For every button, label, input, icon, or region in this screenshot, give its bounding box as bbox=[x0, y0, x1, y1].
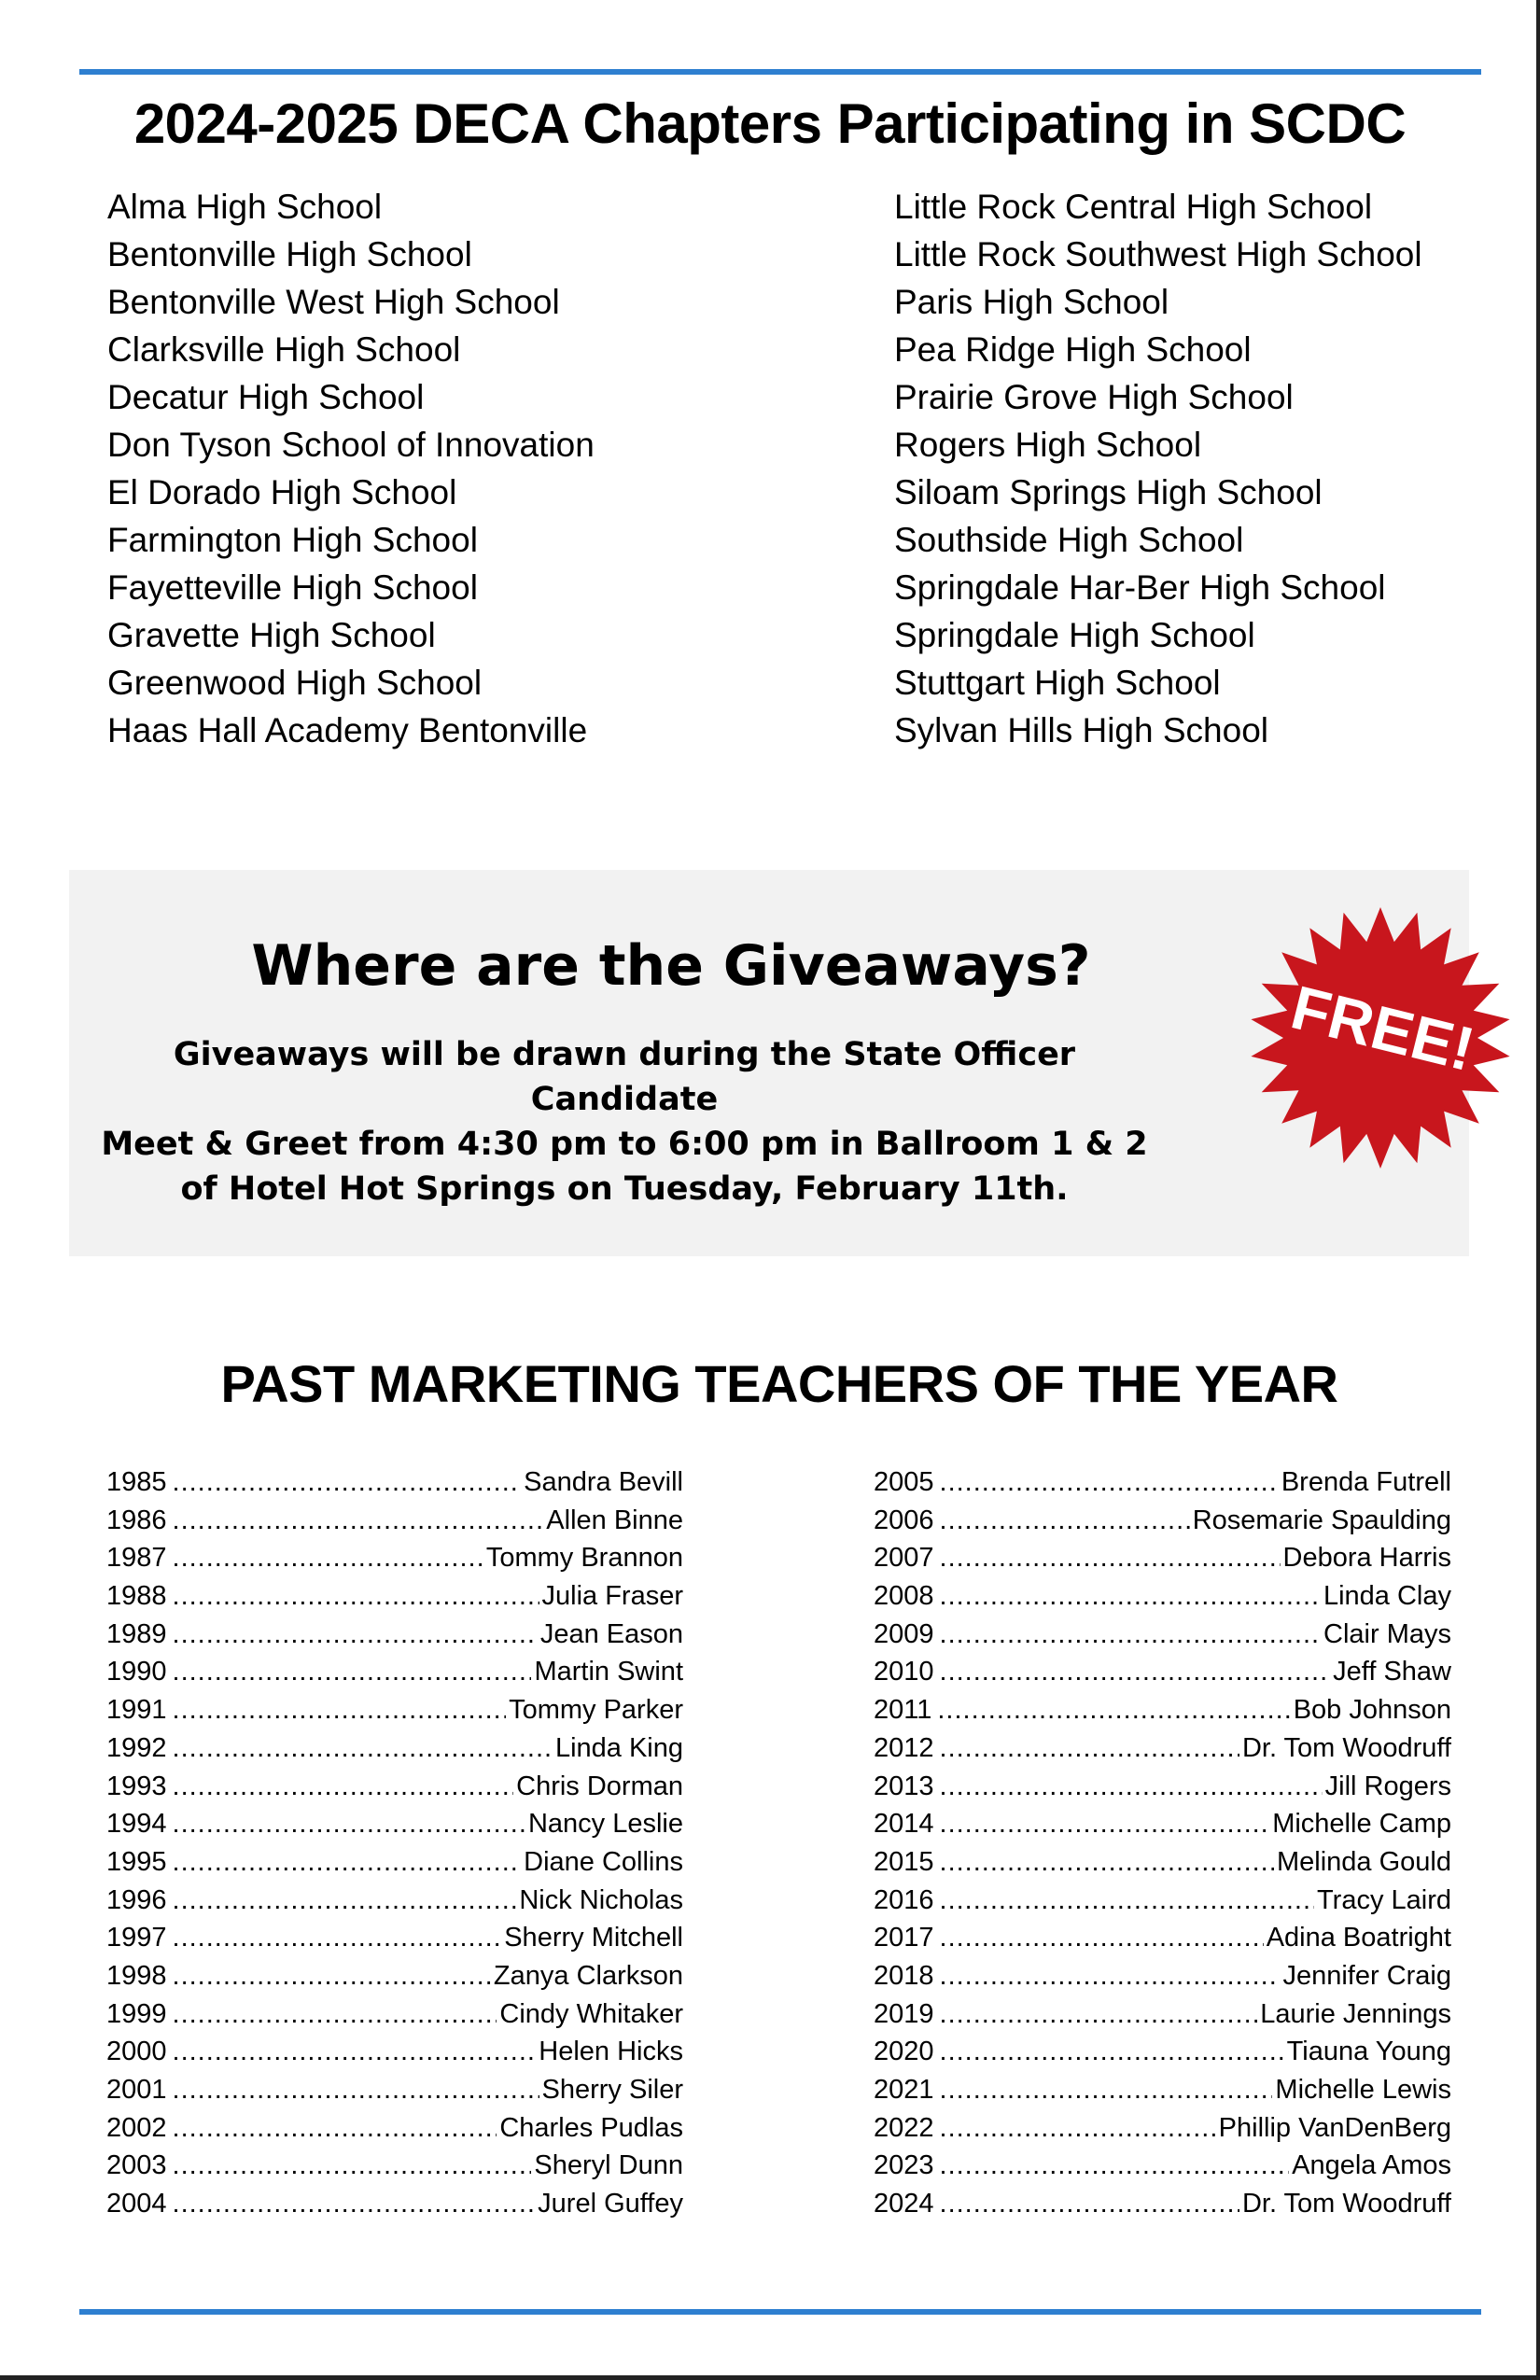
teacher-row bbox=[106, 1616, 683, 1654]
teacher-name: Charles Pudlas bbox=[499, 2112, 683, 2143]
chapter-item: Little Rock Southwest High School bbox=[894, 235, 1422, 273]
teacher-row bbox=[106, 2109, 683, 2148]
teacher-name: Martin Swint bbox=[534, 1657, 683, 1687]
chapter-item: Fayetteville High School bbox=[107, 568, 478, 607]
chapter-item: Southside High School bbox=[894, 521, 1244, 559]
page-edge-right bbox=[1536, 0, 1540, 2380]
teacher-year: 2013 bbox=[874, 1771, 934, 1801]
dot-leader bbox=[940, 2071, 1273, 2109]
teacher-year: 1993 bbox=[106, 1771, 167, 1801]
teacher-year: 2016 bbox=[874, 1884, 934, 1915]
teachers-list-left bbox=[106, 1463, 683, 2223]
chapters-title: 2024-2025 DECA Chapters Participating in SCDC bbox=[133, 92, 1407, 155]
dot-leader bbox=[173, 1995, 497, 2034]
teacher-year: 1988 bbox=[106, 1581, 167, 1612]
chapters-list-right bbox=[894, 183, 1422, 754]
dot-leader bbox=[940, 1729, 1239, 1768]
dot-leader bbox=[940, 1502, 1190, 1540]
chapter-item: Springdale High School bbox=[894, 616, 1255, 654]
dot-leader bbox=[173, 1768, 514, 1806]
dot-leader bbox=[940, 1463, 1279, 1502]
teacher-year: 1985 bbox=[106, 1467, 167, 1497]
teacher-year: 1990 bbox=[106, 1657, 167, 1687]
teacher-year: 1986 bbox=[106, 1505, 167, 1535]
chapter-item: Siloam Springs High School bbox=[894, 473, 1323, 511]
teacher-row bbox=[106, 2147, 683, 2185]
teacher-row bbox=[874, 1843, 1451, 1882]
bottom-divider bbox=[79, 2309, 1481, 2315]
teacher-year: 2009 bbox=[874, 1618, 934, 1649]
teacher-year: 2023 bbox=[874, 2150, 934, 2181]
dot-leader bbox=[173, 1539, 483, 1577]
dot-leader bbox=[173, 1691, 507, 1729]
dot-leader bbox=[173, 1502, 544, 1540]
teacher-year: 2014 bbox=[874, 1809, 934, 1840]
teacher-row bbox=[106, 1463, 683, 1502]
dot-leader bbox=[940, 2109, 1216, 2148]
teacher-year: 2011 bbox=[874, 1695, 932, 1726]
teacher-row bbox=[874, 1653, 1451, 1691]
teacher-name: Jeff Shaw bbox=[1333, 1657, 1451, 1687]
chapter-item: Gravette High School bbox=[107, 616, 436, 654]
teacher-name: Diane Collins bbox=[524, 1846, 683, 1877]
chapter-item: Sylvan Hills High School bbox=[894, 711, 1269, 749]
teacher-name: Phillip VanDenBerg bbox=[1218, 2112, 1451, 2143]
teacher-year: 2017 bbox=[874, 1923, 934, 1953]
page-edge-bottom bbox=[0, 2375, 1540, 2380]
teacher-year: 2012 bbox=[874, 1732, 934, 1763]
dot-leader bbox=[940, 1805, 1270, 1843]
giveaway-title: Where are the Giveaways? bbox=[251, 933, 1091, 999]
teacher-name: Julia Fraser bbox=[541, 1581, 683, 1612]
teacher-name: Helen Hicks bbox=[539, 2037, 683, 2067]
teacher-row bbox=[874, 1768, 1451, 1806]
chapter-item: Don Tyson School of Innovation bbox=[107, 426, 595, 464]
teacher-name: Linda King bbox=[554, 1732, 683, 1763]
teacher-year: 2006 bbox=[874, 1505, 934, 1535]
teacher-row bbox=[874, 1577, 1451, 1616]
teacher-year: 1996 bbox=[106, 1884, 167, 1915]
dot-leader bbox=[173, 2071, 539, 2109]
teacher-name: Dr. Tom Woodruff bbox=[1241, 2189, 1451, 2219]
dot-leader bbox=[940, 1768, 1323, 1806]
chapter-item: Bentonville West High School bbox=[107, 283, 560, 321]
giveaway-text bbox=[78, 1032, 1170, 1211]
teacher-name: Laurie Jennings bbox=[1260, 1998, 1451, 2029]
chapter-item: El Dorado High School bbox=[107, 473, 457, 511]
teacher-year: 2003 bbox=[106, 2150, 167, 2181]
teacher-row bbox=[874, 1463, 1451, 1502]
teacher-year: 1995 bbox=[106, 1846, 167, 1877]
dot-leader bbox=[940, 1653, 1331, 1691]
teacher-year: 2020 bbox=[874, 2037, 934, 2067]
dot-leader bbox=[940, 1616, 1322, 1654]
teacher-name: Angela Amos bbox=[1292, 2150, 1451, 2181]
teacher-row bbox=[106, 1691, 683, 1729]
teacher-year: 2018 bbox=[874, 1960, 934, 1991]
teacher-name: Chris Dorman bbox=[516, 1771, 683, 1801]
teachers-list-right bbox=[874, 1463, 1451, 2223]
teacher-name: Michelle Camp bbox=[1272, 1809, 1451, 1840]
teacher-row bbox=[874, 1502, 1451, 1540]
teacher-row bbox=[874, 2033, 1451, 2071]
dot-leader bbox=[173, 1463, 522, 1502]
dot-leader bbox=[173, 2109, 497, 2148]
teacher-name: Clair Mays bbox=[1323, 1618, 1451, 1649]
dot-leader bbox=[940, 1577, 1321, 1616]
teacher-row bbox=[874, 1616, 1451, 1654]
teacher-year: 2021 bbox=[874, 2075, 934, 2105]
dot-leader bbox=[173, 1805, 525, 1843]
teacher-year: 2007 bbox=[874, 1543, 934, 1574]
teacher-year: 1997 bbox=[106, 1923, 167, 1953]
teacher-row bbox=[874, 1729, 1451, 1768]
teacher-name: Sherry Siler bbox=[541, 2075, 683, 2105]
teacher-year: 2024 bbox=[874, 2189, 934, 2219]
teacher-row bbox=[106, 1577, 683, 1616]
teacher-row bbox=[106, 1653, 683, 1691]
teacher-row bbox=[106, 1805, 683, 1843]
giveaway-line: of Hotel Hot Springs on Tuesday, February 11th. bbox=[180, 1170, 1069, 1208]
teacher-row bbox=[874, 1995, 1451, 2034]
teacher-year: 1994 bbox=[106, 1809, 167, 1840]
teacher-name: Brenda Futrell bbox=[1281, 1467, 1451, 1497]
chapter-item: Greenwood High School bbox=[107, 664, 483, 702]
dot-leader bbox=[940, 2033, 1284, 2071]
teacher-name: Nick Nicholas bbox=[519, 1884, 683, 1915]
teacher-year: 2010 bbox=[874, 1657, 934, 1687]
teacher-year: 1998 bbox=[106, 1960, 167, 1991]
dot-leader bbox=[173, 1577, 539, 1616]
teacher-name: Cindy Whitaker bbox=[499, 1998, 683, 2029]
dot-leader bbox=[940, 1882, 1315, 1920]
chapter-item: Rogers High School bbox=[894, 426, 1202, 464]
teacher-name: Tommy Brannon bbox=[485, 1543, 683, 1574]
teacher-year: 1989 bbox=[106, 1618, 167, 1649]
teacher-name: Nancy Leslie bbox=[527, 1809, 683, 1840]
teacher-row bbox=[874, 1957, 1451, 1995]
chapter-item: Decatur High School bbox=[107, 378, 425, 416]
teacher-year: 2008 bbox=[874, 1581, 934, 1612]
free-starburst-icon bbox=[1240, 898, 1520, 1178]
teacher-year: 2001 bbox=[106, 2075, 167, 2105]
teacher-row bbox=[106, 1502, 683, 1540]
dot-leader bbox=[940, 1539, 1281, 1577]
dot-leader bbox=[173, 1616, 538, 1654]
teacher-name: Sherry Mitchell bbox=[504, 1923, 683, 1953]
teacher-name: Dr. Tom Woodruff bbox=[1241, 1732, 1451, 1763]
dot-leader bbox=[173, 1919, 502, 1957]
teacher-year: 2019 bbox=[874, 1998, 934, 2029]
teacher-name: Melinda Gould bbox=[1277, 1846, 1451, 1877]
dot-leader bbox=[940, 1995, 1258, 2034]
teacher-row bbox=[106, 2185, 683, 2223]
teacher-name: Debora Harris bbox=[1282, 1543, 1451, 1574]
teacher-row bbox=[106, 1729, 683, 1768]
teacher-year: 2002 bbox=[106, 2112, 167, 2143]
teacher-year: 2022 bbox=[874, 2112, 934, 2143]
teacher-row bbox=[874, 2071, 1451, 2109]
teacher-year: 2000 bbox=[106, 2037, 167, 2067]
free-badge-label: FREE! bbox=[1284, 972, 1481, 1085]
teacher-name: Sheryl Dunn bbox=[534, 2150, 683, 2181]
teacher-name: Jurel Guffey bbox=[538, 2189, 683, 2219]
dot-leader bbox=[173, 1653, 532, 1691]
dot-leader bbox=[173, 1843, 522, 1882]
teacher-name: Jennifer Craig bbox=[1282, 1960, 1451, 1991]
giveaway-line: Giveaways will be drawn during the State Officer Candidate bbox=[173, 1036, 1076, 1118]
dot-leader bbox=[173, 2185, 536, 2223]
dot-leader bbox=[940, 1843, 1274, 1882]
teacher-name: Rosemarie Spaulding bbox=[1192, 1505, 1451, 1535]
teacher-name: Adina Boatright bbox=[1266, 1923, 1451, 1953]
teacher-year: 2005 bbox=[874, 1467, 934, 1497]
teacher-row bbox=[874, 2147, 1451, 2185]
giveaway-box bbox=[69, 870, 1481, 1256]
teacher-row bbox=[874, 2185, 1451, 2223]
teacher-row bbox=[874, 2109, 1451, 2148]
dot-leader bbox=[940, 1919, 1264, 1957]
teacher-row bbox=[106, 1768, 683, 1806]
chapter-item: Prairie Grove High School bbox=[894, 378, 1294, 416]
teacher-name: Jill Rogers bbox=[1324, 1771, 1451, 1801]
teacher-name: Tommy Parker bbox=[509, 1695, 683, 1726]
top-divider bbox=[79, 69, 1481, 75]
teacher-row bbox=[874, 1882, 1451, 1920]
chapter-item: Pea Ridge High School bbox=[894, 330, 1252, 369]
teacher-row bbox=[106, 2033, 683, 2071]
teacher-name: Bob Johnson bbox=[1293, 1695, 1451, 1726]
dot-leader bbox=[173, 1957, 491, 1995]
teacher-row bbox=[106, 1919, 683, 1957]
teacher-row bbox=[106, 2071, 683, 2109]
teacher-row bbox=[106, 1843, 683, 1882]
dot-leader bbox=[173, 2147, 532, 2185]
dot-leader bbox=[173, 2033, 537, 2071]
teacher-name: Tiauna Young bbox=[1286, 2037, 1451, 2067]
dot-leader bbox=[173, 1729, 553, 1768]
dot-leader bbox=[173, 1882, 517, 1920]
teacher-row bbox=[874, 1691, 1451, 1729]
dot-leader bbox=[940, 2147, 1290, 2185]
dot-leader bbox=[937, 1691, 1290, 1729]
teacher-year: 1987 bbox=[106, 1543, 167, 1574]
teacher-year: 2015 bbox=[874, 1846, 934, 1877]
teacher-year: 1999 bbox=[106, 1998, 167, 2029]
teacher-name: Michelle Lewis bbox=[1275, 2075, 1451, 2105]
teacher-row bbox=[106, 1539, 683, 1577]
chapter-item: Haas Hall Academy Bentonville bbox=[107, 711, 588, 749]
teacher-row bbox=[874, 1539, 1451, 1577]
teacher-row bbox=[106, 1957, 683, 1995]
teacher-year: 1991 bbox=[106, 1695, 167, 1726]
teacher-name: Zanya Clarkson bbox=[493, 1960, 683, 1991]
teachers-title: PAST MARKETING TEACHERS OF THE YEAR bbox=[220, 1354, 1338, 1413]
dot-leader bbox=[940, 2185, 1239, 2223]
teacher-name: Jean Eason bbox=[539, 1618, 683, 1649]
teacher-row bbox=[874, 1919, 1451, 1957]
dot-leader bbox=[940, 1957, 1281, 1995]
teacher-name: Tracy Laird bbox=[1317, 1884, 1451, 1915]
giveaway-line: Meet & Greet from 4:30 pm to 6:00 pm in Ballroom 1 & 2 bbox=[101, 1126, 1148, 1163]
teacher-row bbox=[874, 1805, 1451, 1843]
chapter-item: Paris High School bbox=[894, 283, 1169, 321]
teacher-row bbox=[106, 1995, 683, 2034]
chapters-list-left bbox=[107, 183, 595, 754]
chapter-item: Alma High School bbox=[107, 188, 383, 226]
teacher-name: Sandra Bevill bbox=[524, 1467, 683, 1497]
teacher-year: 1992 bbox=[106, 1732, 167, 1763]
teacher-row bbox=[106, 1882, 683, 1920]
chapter-item: Clarksville High School bbox=[107, 330, 461, 369]
chapter-item: Stuttgart High School bbox=[894, 664, 1221, 702]
chapter-item: Springdale Har-Ber High School bbox=[894, 568, 1386, 607]
teacher-name: Allen Binne bbox=[546, 1505, 683, 1535]
chapter-item: Farmington High School bbox=[107, 521, 478, 559]
chapter-item: Little Rock Central High School bbox=[894, 188, 1373, 226]
teacher-year: 2004 bbox=[106, 2189, 167, 2219]
chapter-item: Bentonville High School bbox=[107, 235, 472, 273]
teacher-name: Linda Clay bbox=[1323, 1581, 1451, 1612]
